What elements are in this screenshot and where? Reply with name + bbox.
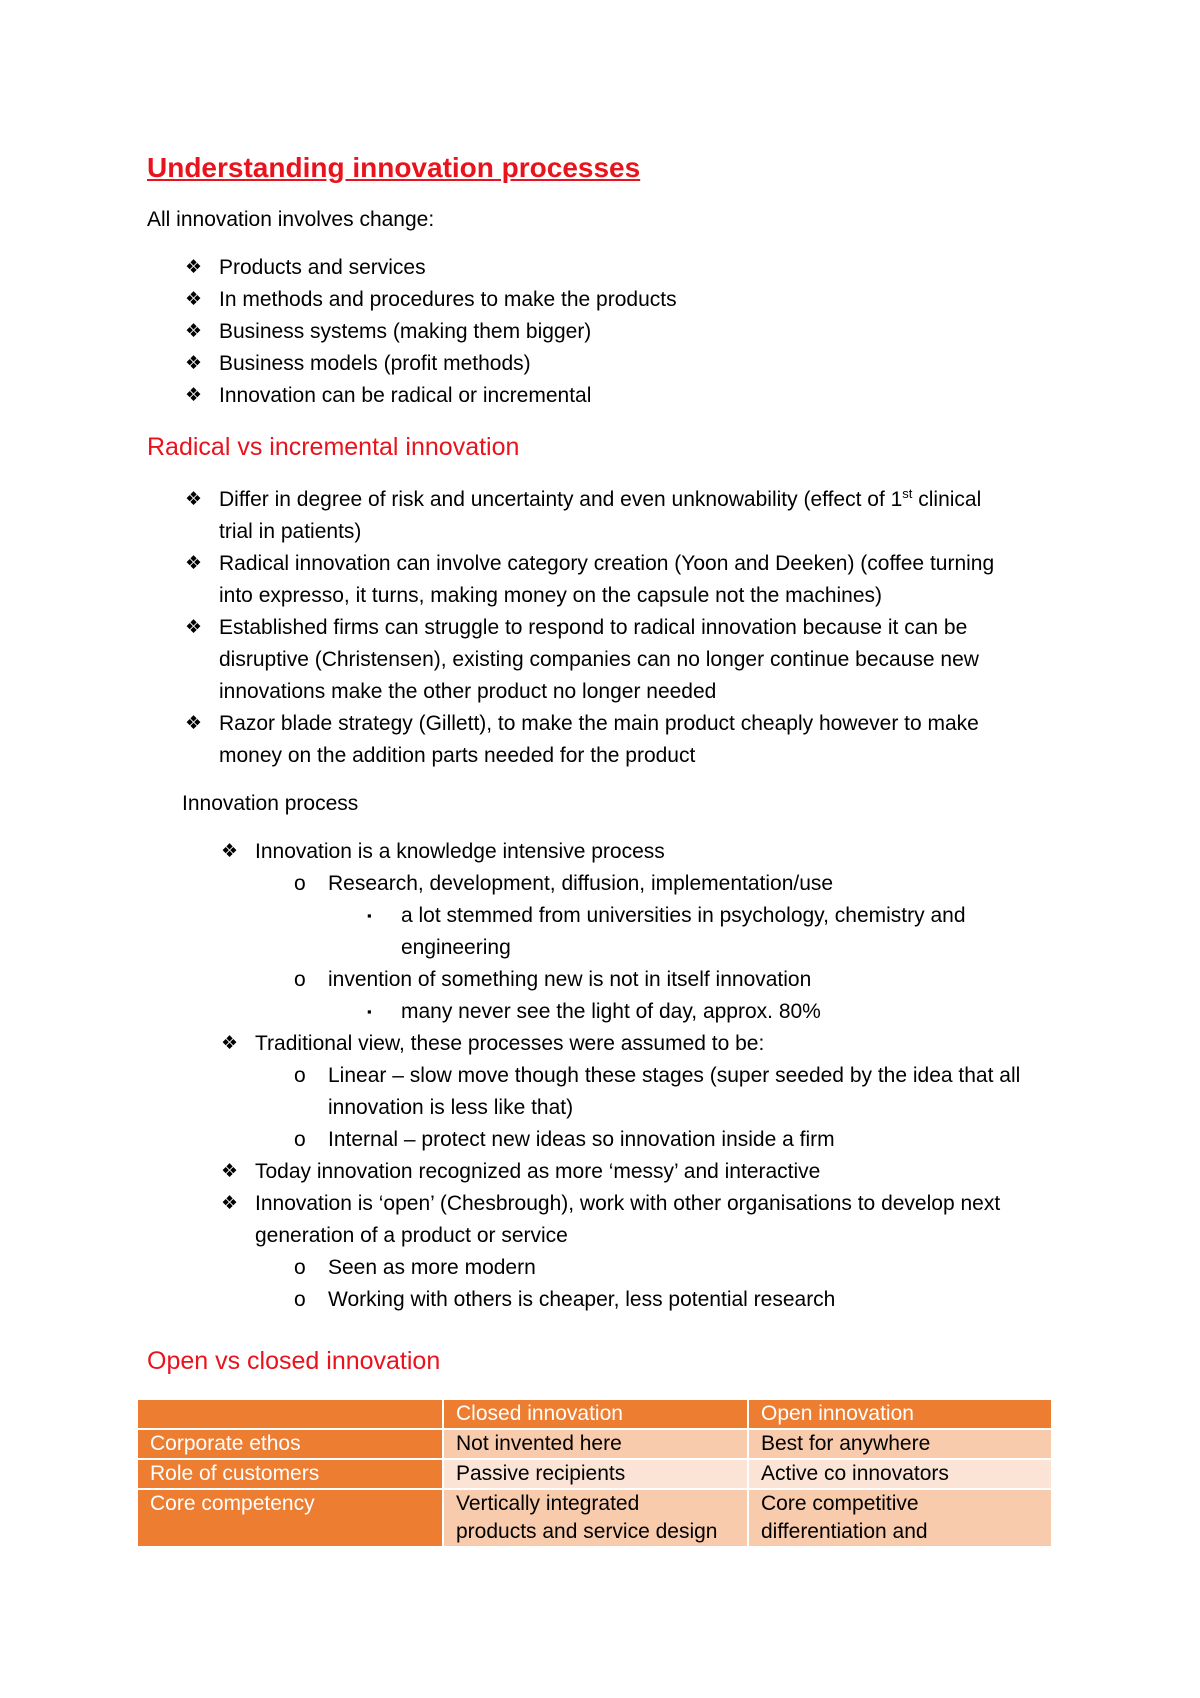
list-item: Innovation is ‘open’ (Chesbrough), work with other organisations to develop next [255, 1192, 1001, 1215]
list-item-continuation: into expresso, it turns, making money on the capsule not the machines) [219, 584, 883, 607]
list-item-continuation: disruptive (Christensen), existing companies can no longer continue because new [219, 648, 979, 671]
list-item-continuation: innovation is less like that) [328, 1096, 574, 1119]
page-title: Understanding innovation processes [147, 152, 641, 183]
row-header: Core competency [137, 1489, 443, 1547]
table-row [137, 1489, 1052, 1547]
cell-line: Core competitive [761, 1492, 919, 1515]
list-item-continuation: trial in patients) [219, 520, 362, 543]
list-item-continuation: money on the addition parts needed for the product [219, 744, 696, 767]
list-item: invention of something new is not in itself innovation [328, 968, 812, 991]
diamond-bullet-icon: ❖ [185, 257, 203, 278]
list-item: In methods and procedures to make the products [219, 288, 677, 311]
cell-line: Vertically integrated [456, 1492, 640, 1515]
diamond-bullet-icon: ❖ [185, 289, 203, 310]
section-heading-radical: Radical vs incremental innovation [147, 433, 520, 461]
list-item: Products and services [219, 256, 426, 279]
subheading-innovation-process: Innovation process [182, 792, 359, 815]
list-item-continuation: engineering [401, 936, 511, 959]
diamond-bullet-icon: ❖ [221, 1193, 239, 1214]
list-item: Research, development, diffusion, implementation/use [328, 872, 834, 895]
square-bullet-icon: ▪ [367, 908, 372, 923]
list-item: Differ in degree of risk and uncertainty and even unknowability (effect of 1st clinical [219, 486, 982, 511]
circle-bullet-icon: o [294, 968, 306, 991]
diamond-bullet-icon: ❖ [185, 385, 203, 406]
circle-bullet-icon: o [294, 1064, 306, 1087]
list-item: Working with others is cheaper, less potential research [328, 1288, 836, 1311]
table-corner-cell [137, 1399, 443, 1429]
list-item: Business models (profit methods) [219, 352, 531, 375]
list-item-continuation: generation of a product or service [255, 1224, 568, 1247]
circle-bullet-icon: o [294, 1128, 306, 1151]
diamond-bullet-icon: ❖ [185, 353, 203, 374]
list-item: many never see the light of day, approx. 80% [401, 1000, 821, 1023]
list-item: Today innovation recognized as more ‘messy’ and interactive [255, 1160, 821, 1183]
list-item: Razor blade strategy (Gillett), to make the main product cheaply however to make [219, 712, 979, 735]
list-item: Business systems (making them bigger) [219, 320, 592, 343]
list-item: Linear – slow move though these stages (super seeded by the idea that all [328, 1064, 1021, 1087]
list-item: Innovation is a knowledge intensive process [255, 840, 665, 863]
list-item: Radical innovation can involve category creation (Yoon and Deeken) (coffee turning [219, 552, 995, 575]
diamond-bullet-icon: ❖ [185, 713, 203, 734]
list-item: Seen as more modern [328, 1256, 536, 1279]
diamond-bullet-icon: ❖ [221, 1033, 239, 1054]
table-cell: Passive recipients [443, 1459, 748, 1489]
diamond-bullet-icon: ❖ [185, 489, 203, 510]
column-header-open: Open innovation [748, 1399, 1052, 1429]
table-cell: Not invented here [443, 1429, 748, 1459]
circle-bullet-icon: o [294, 872, 306, 895]
diamond-bullet-icon: ❖ [185, 553, 203, 574]
table-row [137, 1459, 1052, 1489]
list-item: Traditional view, these processes were assumed to be: [255, 1032, 765, 1055]
table-header-row [137, 1399, 1052, 1429]
table-cell: Active co innovators [748, 1459, 1052, 1489]
diamond-bullet-icon: ❖ [185, 321, 203, 342]
row-header: Corporate ethos [137, 1429, 443, 1459]
table-cell [748, 1489, 1052, 1547]
row-header: Role of customers [137, 1459, 443, 1489]
cell-line: products and service design [456, 1520, 718, 1543]
intro-text: All innovation involves change: [147, 208, 435, 231]
list-item: Internal – protect new ideas so innovation inside a firm [328, 1128, 835, 1151]
diamond-bullet-icon: ❖ [185, 617, 203, 638]
square-bullet-icon: ▪ [367, 1004, 372, 1019]
table-cell: Best for anywhere [748, 1429, 1052, 1459]
list-item-continuation: innovations make the other product no longer needed [219, 680, 717, 703]
list-item: Innovation can be radical or incremental [219, 384, 592, 407]
diamond-bullet-icon: ❖ [221, 841, 239, 862]
diamond-bullet-icon: ❖ [221, 1161, 239, 1182]
table-cell [443, 1489, 748, 1547]
cell-line: differentiation and [761, 1520, 928, 1543]
list-item: Established firms can struggle to respond to radical innovation because it can be [219, 616, 968, 639]
table-row [137, 1429, 1052, 1459]
list-item: a lot stemmed from universities in psychology, chemistry and [401, 904, 966, 927]
comparison-table [136, 1398, 1053, 1548]
circle-bullet-icon: o [294, 1256, 306, 1279]
column-header-closed: Closed innovation [443, 1399, 748, 1429]
section-heading-open-closed: Open vs closed innovation [147, 1347, 441, 1375]
circle-bullet-icon: o [294, 1288, 306, 1311]
